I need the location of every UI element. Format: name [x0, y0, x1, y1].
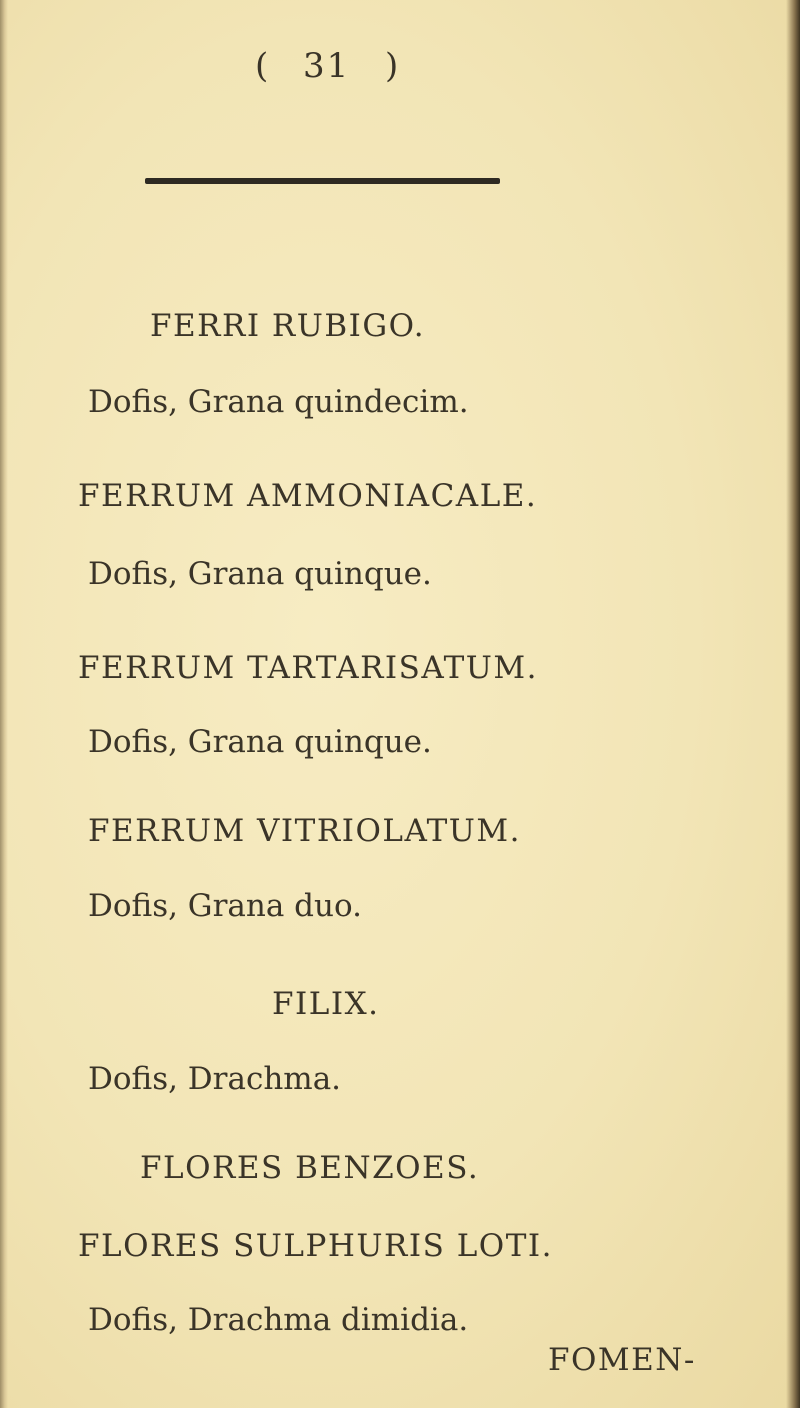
- entry-title-ferrum-vitriolatum: FERRUM VITRIOLATUM.: [88, 813, 522, 849]
- entry-title-flores-sulphuris-loti: FLORES SULPHURIS LOTI.: [78, 1228, 553, 1264]
- entry-dose: Dofis, Grana quindecim.: [88, 384, 469, 420]
- page-number: 31: [303, 46, 351, 86]
- entry-title-ferrum-tartarisatum: FERRUM TARTARISATUM.: [78, 650, 538, 686]
- entry-dose: Dofis, Drachma.: [88, 1061, 342, 1097]
- entry-title-filix: FILIX.: [272, 986, 380, 1022]
- entry-title-ferri-rubigo: FERRI RUBIGO.: [150, 308, 426, 344]
- close-paren: ): [385, 46, 401, 86]
- page-binding-edge: [786, 0, 800, 1408]
- entry-dose: Dofis, Drachma dimidia.: [88, 1302, 469, 1338]
- entry-dose: Dofis, Grana quinque.: [88, 724, 432, 760]
- open-paren: (: [255, 46, 271, 86]
- entry-title-ferrum-ammoniacale: FERRUM AMMONIACALE.: [78, 478, 538, 514]
- page-left-edge: [0, 0, 8, 1408]
- header-rule: [145, 178, 500, 184]
- entry-title-flores-benzoes: FLORES BENZOES.: [140, 1150, 480, 1186]
- catchword: FOMEN-: [548, 1342, 696, 1378]
- entry-dose: Dofis, Grana duo.: [88, 888, 362, 924]
- entry-dose: Dofis, Grana quinque.: [88, 556, 432, 592]
